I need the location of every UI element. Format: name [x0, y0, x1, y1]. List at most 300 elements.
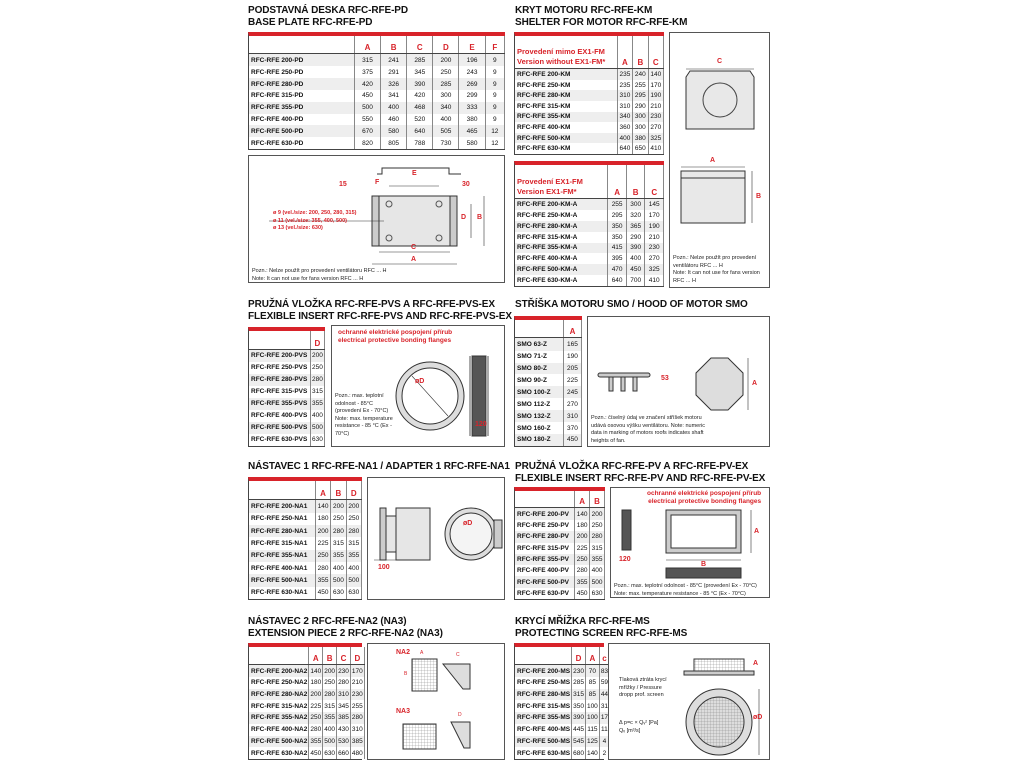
- model-name: RFC-RFE 630-PVS: [249, 434, 310, 446]
- dimension-value: 9: [485, 54, 504, 67]
- dimension-value: 255: [350, 700, 364, 712]
- header-row: [515, 491, 605, 508]
- smo-title: STŘÍŠKA MOTORU SMO / HOOD OF MOTOR SMO: [515, 299, 748, 310]
- pvs-table: [248, 327, 325, 447]
- pv-table: [514, 487, 605, 600]
- dimension-value: 196: [459, 54, 485, 67]
- table-row: [249, 665, 364, 678]
- table-row: [515, 198, 664, 210]
- table-row: [249, 574, 362, 586]
- dimension-value: 210: [350, 677, 364, 689]
- dimension-value: 250: [590, 520, 605, 531]
- dimension-value: 450: [315, 587, 330, 599]
- dimension-value: 450: [563, 434, 581, 446]
- table-row: [515, 90, 664, 101]
- dimension-value: 385: [350, 736, 364, 748]
- dimension-value: 205: [563, 363, 581, 375]
- dimension-value: 70: [585, 665, 599, 678]
- dimension-value: 235: [617, 69, 632, 80]
- dimension-value: 250: [310, 362, 324, 374]
- dimension-value: 530: [337, 736, 351, 748]
- dimension-value: 415: [608, 243, 627, 254]
- dimension-value: 325: [648, 133, 663, 144]
- table: [515, 320, 582, 446]
- base-plate-note: Pozn.: Nelze použít pro provedení ventilátoru RFC ... H Note: It can not use for fans version RFC ... H: [252, 268, 387, 282]
- dimension-value: 520: [407, 114, 433, 126]
- model-name: RFC-RFE 355-PD: [249, 102, 354, 114]
- dimension-value: 9: [485, 78, 504, 90]
- dimension-value: 420: [354, 78, 380, 90]
- table-row: [249, 422, 325, 434]
- table-row: [515, 363, 582, 375]
- dimension-value: 420: [407, 90, 433, 102]
- model-name: RFC-RFE 355-PV: [515, 554, 575, 565]
- ms-title: KRYCÍ MŘÍŽKA RFC-RFE-MS PROTECTING SCREEN RFC-RFE-MS: [515, 616, 688, 639]
- pv-title: PRUŽNÁ VLOŽKA RFC-RFE-PV A RFC-RFE-PV-EX FLEXIBLE INSERT RFC-RFE-PV AND RFC-RFE-PV-EX: [515, 461, 766, 484]
- dimension-value: 290: [626, 232, 645, 243]
- column-header: D: [350, 647, 364, 665]
- model-name: RFC-RFE 500-KM: [515, 133, 617, 144]
- table-row: [515, 210, 664, 221]
- model-name: RFC-RFE 250-PV: [515, 520, 575, 531]
- dimension-value: 315: [323, 700, 337, 712]
- dimension-value: 550: [354, 114, 380, 126]
- dimension-value: 4: [599, 736, 609, 748]
- dimension-value: 400: [433, 114, 459, 126]
- dimension-value: 250: [323, 677, 337, 689]
- dimension-value: 580: [459, 137, 485, 149]
- dimension-value: 250: [331, 513, 346, 525]
- dimension-value: 280: [337, 677, 351, 689]
- dimension-value: 225: [315, 537, 330, 549]
- base-plate-table: [248, 32, 505, 150]
- dimension-value: 165: [563, 338, 581, 351]
- header-row: [515, 165, 664, 198]
- dimension-value: 315: [354, 54, 380, 67]
- dimension-value: 355: [575, 576, 590, 587]
- model-name: RFC-RFE 250-PD: [249, 66, 354, 78]
- dimension-value: 545: [572, 736, 586, 748]
- column-header: B: [590, 491, 605, 508]
- model-name: SMO 90-Z: [515, 374, 563, 386]
- model-name: RFC-RFE 250-KM: [515, 80, 617, 91]
- dimension-value: 500: [590, 576, 605, 587]
- model-name: SMO 112-Z: [515, 398, 563, 410]
- dimension-value: 400: [381, 102, 407, 114]
- dimension-value: 460: [381, 114, 407, 126]
- dimension-value: 280: [350, 712, 364, 724]
- table-row: [515, 576, 605, 587]
- dimension-value: 315: [331, 537, 346, 549]
- model-name: RFC-RFE 630-KM: [515, 143, 617, 154]
- table-row: [249, 724, 364, 736]
- dimension-value: 730: [433, 137, 459, 149]
- dimension-value: 9: [485, 66, 504, 78]
- dimension-value: 500: [346, 574, 361, 586]
- dimension-value: 300: [433, 90, 459, 102]
- dimension-value: 630: [323, 747, 337, 759]
- dimension-value: 505: [433, 125, 459, 137]
- table-row: [249, 66, 505, 78]
- dimension-value: 200: [315, 525, 330, 537]
- dimension-value: 390: [572, 712, 586, 724]
- dimension-value: 640: [407, 125, 433, 137]
- table-row: [515, 508, 605, 520]
- table-row: [515, 724, 610, 736]
- dimension-value: 190: [645, 221, 664, 232]
- dimension-value: 170: [645, 210, 664, 221]
- pvs-diagram: ochranné elektrické pospojení přírub electrical protective bonding flanges øD 120 Pozn.: max. teplotní odolnost - 85°C (provedení Ex - 70°C) Note: max. temperature resistance - 85 °C (Ex - 70°C): [331, 325, 505, 447]
- dimension-value: 250: [315, 550, 330, 562]
- dimension-value: 650: [633, 143, 648, 154]
- table-row: [249, 550, 362, 562]
- dimension-value: 325: [645, 264, 664, 275]
- dimension-value: 285: [407, 54, 433, 67]
- table-row: [249, 78, 505, 90]
- table-row: [515, 264, 664, 275]
- dimension-value: 140: [575, 508, 590, 520]
- dimension-value: 59: [599, 677, 609, 689]
- dimension-value: 468: [407, 102, 433, 114]
- table-row: [249, 499, 362, 512]
- dimension-value: 315: [310, 386, 324, 398]
- pvs-title: PRUŽNÁ VLOŽKA RFC-RFE-PVS A RFC-RFE-PVS-EX FLEXIBLE INSERT RFC-RFE-PVS AND RFC-RFE-PVS-EX: [248, 299, 512, 322]
- column-header: C: [645, 165, 664, 198]
- model-name: RFC-RFE 280-NA2: [249, 689, 309, 701]
- dimension-value: 450: [575, 588, 590, 599]
- dimension-value: 243: [459, 66, 485, 78]
- smo-table: [514, 316, 582, 447]
- table-row: [515, 677, 610, 689]
- table-row: [515, 112, 664, 123]
- dimension-value: 31: [599, 700, 609, 712]
- na1-diagram: 100 øD: [367, 477, 505, 600]
- model-name: RFC-RFE 315-NA1: [249, 537, 315, 549]
- table-row: [249, 525, 362, 537]
- model-name: RFC-RFE 315-NA2: [249, 700, 309, 712]
- dimension-value: 345: [337, 700, 351, 712]
- dimension-value: 280: [590, 531, 605, 542]
- table-row: [515, 221, 664, 232]
- dimension-value: 360: [617, 122, 632, 133]
- model-name: RFC-RFE 280-NA1: [249, 525, 315, 537]
- dimension-value: 355: [346, 550, 361, 562]
- dimension-value: 200: [346, 499, 361, 512]
- table-row: [249, 114, 505, 126]
- dimension-value: 500: [323, 736, 337, 748]
- table-row: [515, 712, 610, 724]
- header-row: [249, 331, 325, 349]
- dimension-value: 410: [645, 275, 664, 286]
- model-name: RFC-RFE 200-NA2: [249, 665, 309, 678]
- model-name: RFC-RFE 200-KM-A: [515, 198, 608, 210]
- model-name: RFC-RFE 500-PV: [515, 576, 575, 587]
- dimension-value: 500: [310, 422, 324, 434]
- model-name: RFC-RFE 250-KM-A: [515, 210, 608, 221]
- model-name: RFC-RFE 280-PVS: [249, 374, 310, 386]
- dimension-value: 200: [323, 665, 337, 678]
- dimension-value: 9: [485, 114, 504, 126]
- dimension-value: 230: [572, 665, 586, 678]
- dimension-value: 295: [633, 90, 648, 101]
- column-header: B: [323, 647, 337, 665]
- model-name: SMO 180-Z: [515, 434, 563, 446]
- model-name: RFC-RFE 630-PV: [515, 588, 575, 599]
- model-name: SMO 100-Z: [515, 386, 563, 398]
- header-label: [515, 320, 563, 338]
- table-row: [249, 513, 362, 525]
- dimension-value: 44: [599, 689, 609, 701]
- dimension-value: 12: [485, 137, 504, 149]
- model-name: RFC-RFE 280-PV: [515, 531, 575, 542]
- table-row: [515, 275, 664, 286]
- model-name: RFC-RFE 355-MS: [515, 712, 572, 724]
- table-row: [515, 80, 664, 91]
- model-name: RFC-RFE 630-NA1: [249, 587, 315, 599]
- dimension-value: 170: [350, 665, 364, 678]
- table-row: [515, 588, 605, 599]
- dimension-value: 805: [381, 137, 407, 149]
- table-row: [249, 587, 362, 599]
- dimension-value: 465: [459, 125, 485, 137]
- dimension-value: 241: [381, 54, 407, 67]
- na1-title: NÁSTAVEC 1 RFC-RFE-NA1 / ADAPTER 1 RFC-RFE-NA1: [248, 461, 510, 472]
- model-name: RFC-RFE 630-PD: [249, 137, 354, 149]
- dimension-value: 230: [350, 689, 364, 701]
- dimension-value: 470: [608, 264, 627, 275]
- shelter-table-standard: [514, 32, 664, 155]
- table-row: [515, 133, 664, 144]
- dimension-value: 660: [337, 747, 351, 759]
- dimension-value: 365: [626, 221, 645, 232]
- header-label: [515, 491, 575, 508]
- table-row: [515, 101, 664, 112]
- column-header: B: [381, 36, 407, 54]
- dimension-value: 820: [354, 137, 380, 149]
- dimension-value: 12: [485, 125, 504, 137]
- table-row: [515, 565, 605, 576]
- dimension-value: 400: [323, 724, 337, 736]
- column-header: A: [575, 491, 590, 508]
- dimension-value: 255: [608, 198, 627, 210]
- dimension-value: 355: [590, 554, 605, 565]
- table-row: [249, 736, 364, 748]
- dimension-value: 400: [346, 562, 361, 574]
- dimension-value: 240: [633, 69, 648, 80]
- header-label: [249, 481, 315, 499]
- dimension-value: 269: [459, 78, 485, 90]
- dimension-value: 355: [315, 574, 330, 586]
- dimension-value: 85: [585, 677, 599, 689]
- model-name: RFC-RFE 315-KM: [515, 101, 617, 112]
- table: [249, 36, 505, 149]
- dimension-value: 680: [572, 747, 586, 759]
- dimension-value: 380: [633, 133, 648, 144]
- model-name: RFC-RFE 315-PV: [515, 543, 575, 554]
- dimension-value: 500: [354, 102, 380, 114]
- model-name: RFC-RFE 315-KM-A: [515, 232, 608, 243]
- dimension-value: 140: [309, 665, 323, 678]
- dimension-value: 11: [599, 724, 609, 736]
- header-label: [249, 647, 309, 665]
- dimension-value: 350: [608, 221, 627, 232]
- na2-table: [248, 643, 362, 760]
- model-name: RFC-RFE 500-NA1: [249, 574, 315, 586]
- dimension-value: 85: [585, 689, 599, 701]
- table-row: [515, 232, 664, 243]
- dimension-value: 340: [433, 102, 459, 114]
- table-row: [515, 351, 582, 363]
- na2-title: NÁSTAVEC 2 RFC-RFE-NA2 (NA3) EXTENSION PIECE 2 RFC-RFE-NA2 (NA3): [248, 616, 443, 639]
- table-row: [515, 143, 664, 154]
- dimension-value: 390: [407, 78, 433, 90]
- column-header: A: [617, 36, 632, 69]
- dimension-value: 100: [585, 700, 599, 712]
- column-header: D: [346, 481, 361, 499]
- dimension-value: 180: [575, 520, 590, 531]
- dimension-value: 250: [433, 66, 459, 78]
- column-header: E: [459, 36, 485, 54]
- dimension-value: 385: [337, 712, 351, 724]
- table-row: [515, 747, 610, 759]
- table-row: [515, 338, 582, 351]
- table-row: [515, 554, 605, 565]
- table-row: [515, 665, 610, 678]
- table-row: [515, 243, 664, 254]
- model-name: RFC-RFE 400-NA1: [249, 562, 315, 574]
- model-name: RFC-RFE 200-PV: [515, 508, 575, 520]
- table-row: [249, 125, 505, 137]
- shelter-title: KRYT MOTORU RFC-RFE-KM SHELTER FOR MOTOR RFC-RFE-KM: [515, 5, 688, 28]
- pv-diagram: ochranné elektrické pospojení přírub electrical protective bonding flanges 120 A B Pozn.: max. teplotní odolnost - 85°C (provedení Ex - 70°C) Note: max. temperature resistance - 85 °C (Ex - 70°C): [610, 487, 770, 598]
- table-row: [515, 531, 605, 542]
- model-name: RFC-RFE 500-PVS: [249, 422, 310, 434]
- header-label: Provedení EX1-FM Version EX1-FM*: [515, 165, 608, 198]
- table: [249, 331, 325, 446]
- model-name: SMO 160-Z: [515, 422, 563, 434]
- column-header: A: [315, 481, 330, 499]
- model-name: RFC-RFE 355-NA1: [249, 550, 315, 562]
- dimension-value: 140: [648, 69, 663, 80]
- column-header: A: [608, 165, 627, 198]
- dimension-value: 255: [633, 80, 648, 91]
- table-row: [249, 712, 364, 724]
- dimension-value: 280: [323, 689, 337, 701]
- model-name: RFC-RFE 400-PVS: [249, 410, 310, 422]
- header-row: [515, 36, 664, 69]
- dimension-value: 333: [459, 102, 485, 114]
- model-name: RFC-RFE 250-PVS: [249, 362, 310, 374]
- dimension-value: 280: [310, 374, 324, 386]
- table-row: [249, 54, 505, 67]
- model-name: RFC-RFE 500-KM-A: [515, 264, 608, 275]
- table-row: [515, 69, 664, 80]
- table-row: [249, 562, 362, 574]
- column-header: D: [310, 331, 324, 349]
- dimension-value: 280: [331, 525, 346, 537]
- model-name: RFC-RFE 200-PVS: [249, 349, 310, 362]
- model-name: RFC-RFE 500-NA2: [249, 736, 309, 748]
- column-header: B: [331, 481, 346, 499]
- table: [249, 481, 362, 599]
- dimension-value: 630: [346, 587, 361, 599]
- model-name: RFC-RFE 250-NA2: [249, 677, 309, 689]
- dimension-value: 450: [354, 90, 380, 102]
- dimension-value: 270: [563, 398, 581, 410]
- dimension-value: 170: [648, 80, 663, 91]
- dimension-value: 355: [323, 712, 337, 724]
- table-row: [249, 434, 325, 446]
- table-row: [515, 422, 582, 434]
- header-label: [515, 647, 572, 665]
- shelter-note: Pozn.: Nelze použít pro provedení ventilátoru RFC ... H Note: It can not use for fans version RFC ... H: [673, 255, 760, 284]
- table-row: [515, 410, 582, 422]
- table-row: [515, 543, 605, 554]
- dimension-value: 280: [575, 565, 590, 576]
- table-row: [249, 410, 325, 422]
- table-row: [515, 434, 582, 446]
- ms-table: [514, 643, 609, 760]
- column-header: C: [337, 647, 351, 665]
- header-row: [249, 481, 362, 499]
- dimension-value: 300: [626, 198, 645, 210]
- dimension-value: 410: [648, 143, 663, 154]
- model-name: RFC-RFE 355-KM-A: [515, 243, 608, 254]
- dimension-value: 280: [315, 562, 330, 574]
- header-label: Provedení mimo EX1-FM Version without EX1-FM*: [515, 36, 617, 69]
- column-header: A: [309, 647, 323, 665]
- dimension-value: 345: [407, 66, 433, 78]
- dimension-value: 480: [350, 747, 364, 759]
- column-header: A: [585, 647, 599, 665]
- header-row: [249, 647, 364, 665]
- model-name: RFC-RFE 280-PD: [249, 78, 354, 90]
- dimension-value: 340: [617, 112, 632, 123]
- dimension-value: 315: [572, 689, 586, 701]
- dimension-value: 326: [381, 78, 407, 90]
- table: [515, 647, 610, 759]
- table-row: [249, 90, 505, 102]
- header-label: [249, 331, 310, 349]
- model-name: RFC-RFE 630-KM-A: [515, 275, 608, 286]
- table-row: [515, 386, 582, 398]
- dimension-value: 310: [350, 724, 364, 736]
- dimension-value: 2: [599, 747, 609, 759]
- dimension-value: 225: [563, 374, 581, 386]
- column-header: c: [599, 647, 609, 665]
- model-name: RFC-RFE 400-KM: [515, 122, 617, 133]
- dimension-value: 320: [626, 210, 645, 221]
- dimension-value: 400: [590, 565, 605, 576]
- table-row: [249, 386, 325, 398]
- base-plate-title: PODSTAVNÁ DESKA RFC-RFE-PD BASE PLATE RFC-RFE-PD: [248, 5, 408, 28]
- model-name: RFC-RFE 500-PD: [249, 125, 354, 137]
- dimension-value: 300: [633, 122, 648, 133]
- dimension-value: 400: [331, 562, 346, 574]
- table-row: [249, 398, 325, 410]
- base-plate-diagram: E F 15 30 D B C A ø 9 (vel./size: 200, 250, 280, 315) ø 11 (vel./size: 355, 400, 500) ø 13 (vel./size: 630) Pozn.: Nelze použít pro provedení ventilátoru RFC ... H Note: It can not use for fans version RFC ... H: [248, 155, 505, 283]
- model-name: RFC-RFE 355-KM: [515, 112, 617, 123]
- dimension-value: 180: [309, 677, 323, 689]
- dimension-value: 355: [309, 736, 323, 748]
- header-row: [515, 320, 582, 338]
- dimension-value: 310: [617, 90, 632, 101]
- dimension-value: 375: [354, 66, 380, 78]
- dimension-value: 270: [645, 253, 664, 264]
- model-name: SMO 71-Z: [515, 351, 563, 363]
- dimension-value: 450: [626, 264, 645, 275]
- dimension-value: 100: [585, 712, 599, 724]
